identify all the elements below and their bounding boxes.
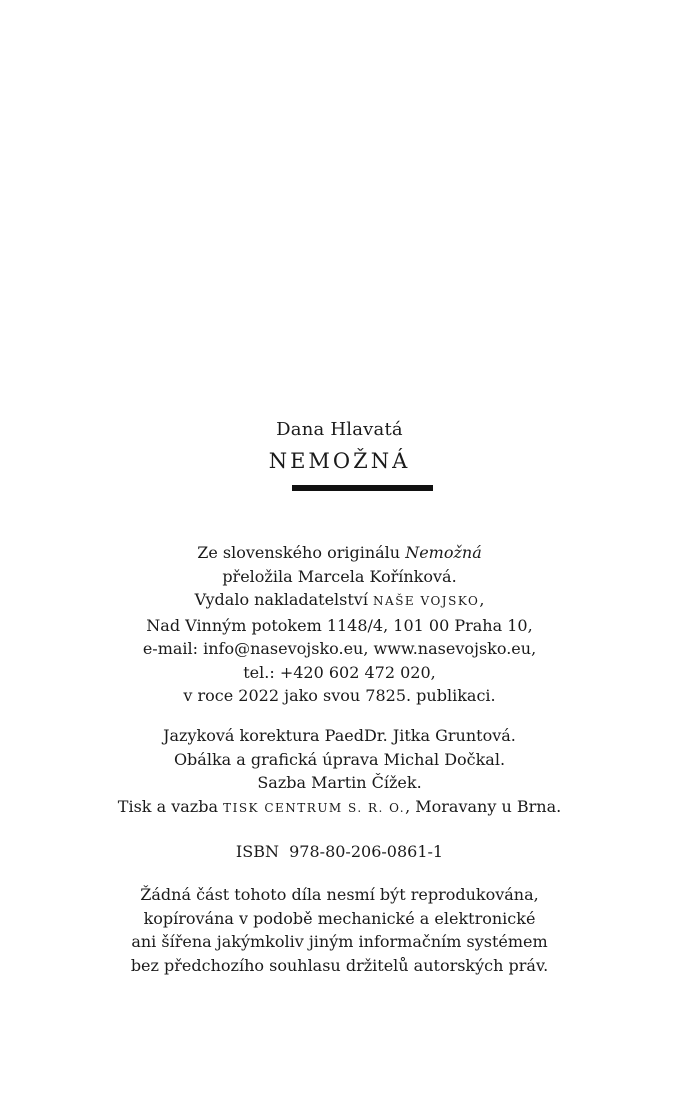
credits-line-contact: e-mail: info@nasevojsko.eu, www.nasevojsko.eu, [142,639,537,658]
copyright-notice [0,883,679,977]
publisher-suffix: , [479,590,485,609]
staff-line-typesetting: Sazba Martin Čížek. [257,773,422,792]
isbn-line: ISBN 978-80-206-0861-1 [235,842,444,861]
staff-line-cover-design: Obálka a grafická úprava Michal Dočkal. [173,749,506,769]
printing-prefix: Tisk a vazba [117,796,218,816]
original-prefix: Ze slovenského originálu [197,543,401,562]
author-name: Dana Hlavatá [276,419,403,440]
staff-line-proofreading: Jazyková korektura PaedDr. Jitka Gruntová. [163,726,516,745]
staff-line-printing [0,795,679,821]
production-staff [0,724,679,820]
rights-line-1: Žádná část tohoto díla nesmí být reprodukována, [140,885,539,904]
credits-line-publisher [0,588,679,614]
rights-line-4: bez předchozího souhlasu držitelů autorských práv. [130,955,549,975]
credits-line-phone: tel.: +420 602 472 020, [243,662,436,682]
rights-line-3: ani šířena jakýmkoliv jiným informačním systémem [131,932,548,951]
book-title: NEMOŽNÁ [268,449,411,473]
publication-credits [0,541,679,708]
original-title: Nemožná [405,543,482,562]
isbn-number [0,840,679,864]
credits-line-original [0,541,679,565]
printing-suffix: , Moravany u Brna. [405,796,562,816]
title-underline-rule [292,485,433,491]
publisher-name: NAŠE VOJSKO [373,594,480,608]
rights-line-2: kopírována v podobě mechanické a elektronické [143,908,536,928]
credits-line-year: v roce 2022 jako svou 7825. publikaci. [183,686,496,705]
printer-name: TISK CENTRUM S. R. O. [223,800,406,815]
credits-line-address: Nad Vinným potokem 1148/4, 101 00 Praha 10, [146,615,533,635]
publisher-prefix: Vydalo nakladatelství [194,590,368,609]
credits-line-translator: přeložila Marcela Kořínková. [222,566,457,586]
